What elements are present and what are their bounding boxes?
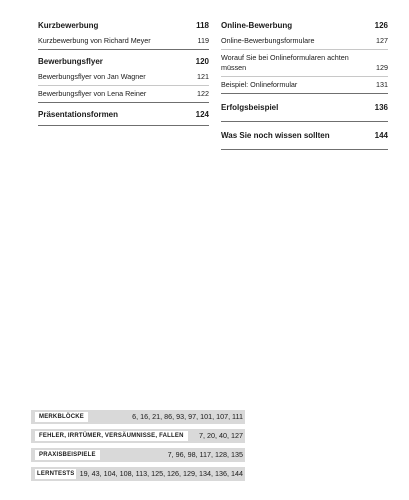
toc-heading-row [38,14,209,36]
toc-page-number: 144 [374,131,388,140]
toc-right-column [221,14,388,150]
index-bar-fehler [31,429,245,443]
toc-section [221,122,388,150]
toc-page-number: 126 [374,21,388,30]
toc-entry [221,76,388,93]
toc-entry-label: Kurzbewerbung von Richard Meyer [38,36,151,45]
toc-section [38,50,209,103]
index-bar-lerntests [31,467,245,481]
toc-heading: Präsentationsformen [38,110,119,119]
index-bar-praxisbeispiele [31,448,245,462]
toc-section [221,14,388,94]
toc-page-number: 121 [197,72,209,81]
toc-heading-row [221,122,388,149]
toc-heading-row [221,94,388,121]
toc-page-number: 127 [376,36,388,45]
toc-entry [38,85,209,102]
toc-entry [38,72,209,85]
index-pages: 7, 96, 98, 117, 128, 135 [167,450,243,459]
toc-heading: Erfolgsbeispiel [221,103,279,112]
toc-page-number: 118 [196,21,209,30]
toc-entry-label: Beispiel: Onlineformular [221,80,298,89]
toc-heading: Kurzbewerbung [38,21,99,30]
index-tag: FEHLER, IRRTÜMER, VERSÄUMNISSE, FALLEN [35,431,188,441]
toc-entry [221,49,388,76]
toc-heading: Was Sie noch wissen sollten [221,131,330,140]
index-tag: LERNTESTS [37,471,75,477]
toc-entry-label: Bewerbungsflyer von Jan Wagner [38,72,146,81]
index-tag: MERKBLÖCKE [35,412,88,422]
index-bar-merkbloecke [31,410,245,424]
toc-page-number: 124 [195,110,209,119]
index-pages: 19, 43, 104, 108, 113, 125, 126, 129, 134, 136, 144 [79,469,243,478]
toc-page-number: 120 [195,57,209,66]
toc-heading: Bewerbungsflyer [38,57,103,66]
toc-page-number: 131 [376,80,388,89]
toc-section [221,94,388,122]
toc-page-number: 119 [197,36,209,45]
index-tag: PRAXISBEISPIELE [35,450,100,460]
toc-section [38,14,209,50]
toc-entry [38,36,209,49]
toc-heading-row [221,14,388,36]
toc-section [38,103,209,126]
toc-heading-row [38,103,209,125]
toc-entry [221,36,388,49]
toc-entry-label: Online-Bewerbungsformulare [221,36,315,45]
toc-entry-label: Bewerbungsflyer von Lena Reiner [38,89,147,98]
toc-heading: Online-Bewerbung [221,21,293,30]
toc-heading-row [38,50,209,72]
toc-left-column [38,14,209,126]
toc-entry-label: Worauf Sie bei Onlineformularen achten müssen [221,53,349,72]
toc-page-number: 136 [374,103,388,112]
toc-page-number: 129 [376,63,388,72]
index-pages: 6, 16, 21, 86, 93, 97, 101, 107, 111 [132,412,243,421]
index-pages: 7, 20, 40, 127 [199,431,243,440]
toc-page-number: 122 [197,89,209,98]
